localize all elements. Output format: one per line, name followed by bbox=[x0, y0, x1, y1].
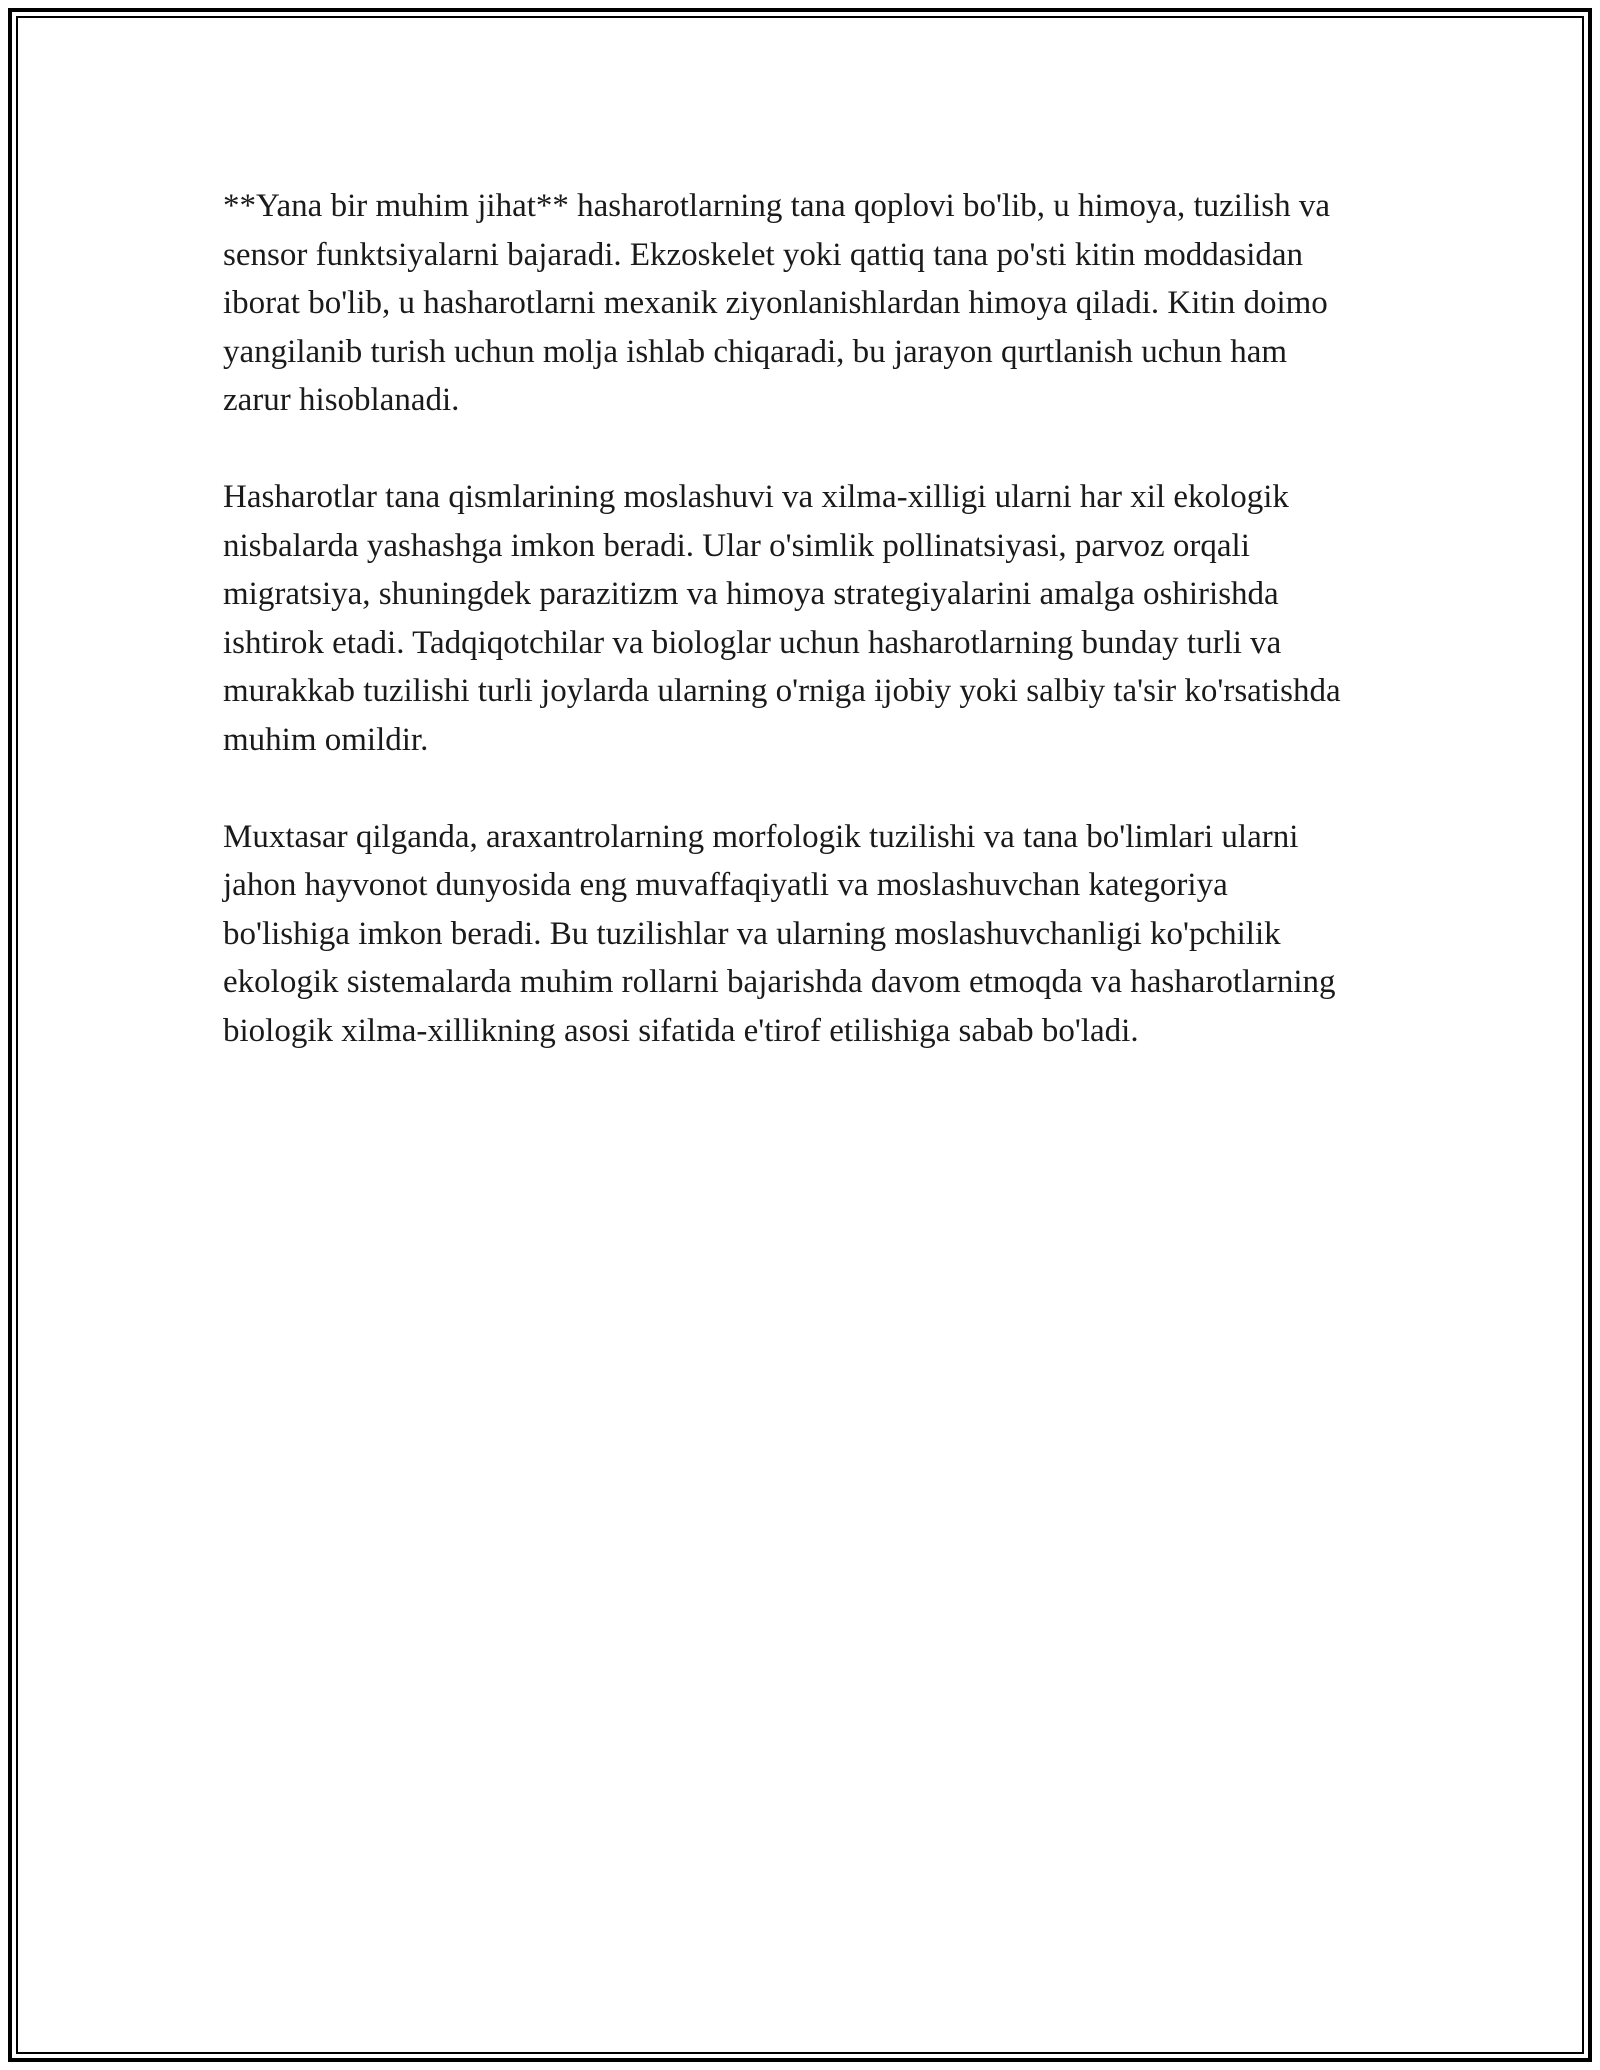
document-body bbox=[223, 182, 1353, 1104]
paragraph-summary: Muxtasar qilganda, araxantrolarning morfologik tuzilishi va tana bo'limlari ularni jahon hayvonot dunyosida eng muvaffaqiyatli va moslashuvchan kategoriya bo'lishiga imkon beradi. Bu tuzilishlar va ularning moslashuvchanligi ko'pchilik ekologik sistemalarda muhim rollarni bajarishda davom etmoqda va hasharotlarning biologik xilma-xillikning asosi sifatida e'tirof etilishiga sabab bo'ladi. bbox=[223, 818, 1336, 1049]
paragraph-body-covering: **Yana bir muhim jihat** hasharotlarning tana qoplovi bo'lib, u himoya, tuzilish va sensor funktsiyalarni bajaradi. Ekzoskelet yoki qattiq tana po'sti kitin moddasidan iborat bo'lib, u hasharotlarni mexanik ziyonlanishlardan himoya qiladi. Kitin doimo yangilanib turish uchun molja ishlab chiqaradi, bu jarayon qurtlanish uchun ham zarur hisoblanadi. bbox=[223, 188, 1331, 418]
paragraph-adaptation: Hasharotlar tana qismlarining moslashuvi va xilma-xilligi ularni har xil ekologik nisbalarda yashashga imkon beradi. Ular o'simlik pollinatsiyasi, parvoz orqali migratsiya, shuningdek parazitizm va himoya strategiyalarini amalga oshirishda ishtirok etadi. Tadqiqotchilar va biologlar uchun hasharotlarning bunday turli va murakkab tuzilishi turli joylarda ularning o'rniga ijobiy yoki salbiy ta'sir ko'rsatishda muhim omildir. bbox=[223, 479, 1341, 758]
